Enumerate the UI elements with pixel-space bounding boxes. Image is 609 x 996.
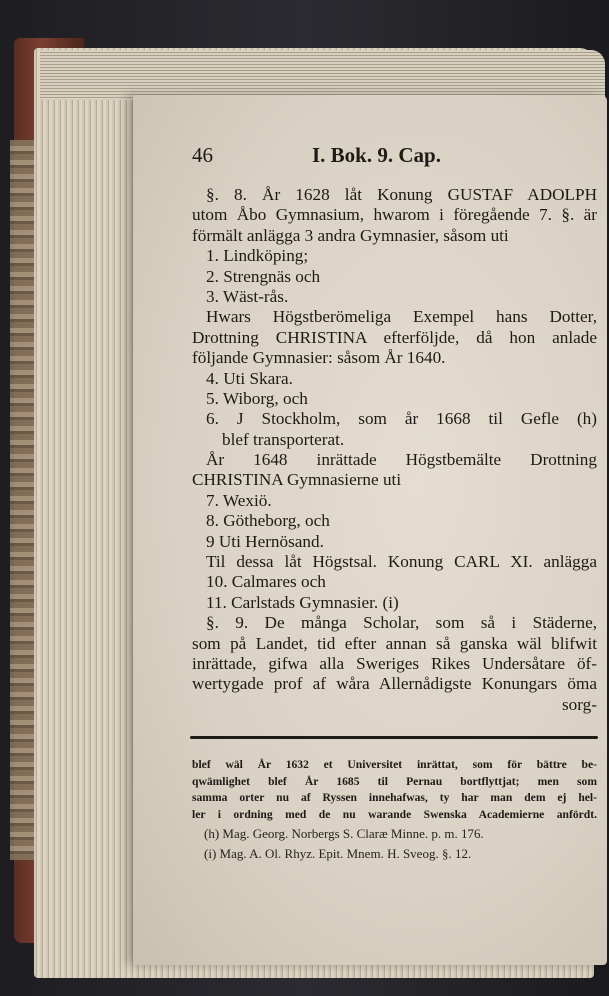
text-line: Til dessa låt Högstsal. Konung CARL XI. anlägga (206, 552, 597, 572)
marbled-endpaper (10, 140, 36, 860)
list-item: 6. J Stockholm, som år 1668 til Gefle (h) (206, 409, 597, 429)
text-line: CHRISTINA Gymnasierne uti (192, 470, 402, 490)
text-line: följande Gymnasier: såsom År 1640. (192, 348, 446, 368)
text-line: År 1648 inrättade Högstbemälte Drottning (206, 450, 597, 470)
footnote-line: blef wäl År 1632 et Universitet inrättat, som för bättre be- (192, 758, 597, 771)
list-item: 5. Wiborg, och (206, 388, 308, 408)
list-item: 10. Calmares och (206, 572, 326, 592)
text-line: blef transporterat. (222, 429, 345, 449)
page-number: 46 (192, 143, 213, 167)
reference-h: (h) Mag. Georg. Norbergs S. Claræ Minne. p. m. 176. (204, 826, 484, 841)
footnote-line: qwämlighet blef År 1685 til Pernau bortflyttjat; men som (192, 774, 597, 788)
list-item: 2. Strengnäs och (206, 266, 321, 286)
reference-i: (i) Mag. A. Ol. Rhyz. Epit. Mnem. H. Sveog. §. 12. (204, 846, 472, 861)
footnote-line: ler i ordning med de nu warande Swenska Academierne anfördt. (192, 807, 597, 821)
text-line: §. 9. De många Scholar, som så i Städerne, (206, 613, 597, 633)
text-line: Hwars Högstberömeliga Exempel hans Dotter, (206, 307, 597, 327)
text-line: förmält anlägga 3 andra Gymnasier, såsom uti (192, 225, 509, 245)
list-item: 9 Uti Hernösand. (206, 531, 324, 551)
catchword: sorg- (561, 694, 597, 714)
list-item: 7. Wexiö. (206, 490, 272, 510)
footnote-text (192, 757, 597, 823)
footnote-line: samma orter nu af Ryssen innehafwas, ty har man dem ej hel- (192, 791, 597, 804)
text-line: §. 8. År 1628 låt Konung GUSTAF ADOLPH (206, 185, 597, 204)
list-item: 11. Carlstads Gymnasier. (i) (206, 592, 399, 612)
list-item: 3. Wäst-rås. (206, 286, 289, 306)
page-stack-top (40, 50, 605, 100)
text-line: Drottning CHRISTINA efterföljde, då hon anlade (192, 327, 597, 347)
main-text (192, 185, 597, 715)
text-line: wertygade prof af wåra Allernådigste Konungars öma (192, 674, 597, 694)
list-item: 8. Götheborg, och (206, 511, 330, 531)
text-line: som på Landet, tid efter annan så ganska wäl blifwit (192, 633, 597, 653)
running-title: I. Bok. 9. Cap. (312, 143, 441, 167)
list-item: 4. Uti Skara. (206, 368, 293, 388)
list-item: 1. Lindköping; (206, 246, 309, 266)
footnote-divider (190, 736, 598, 739)
text-line: inrättade, gifwa alla Sweriges Rikes Undersåtare öf- (192, 653, 597, 673)
references (204, 824, 596, 864)
text-line: utom Åbo Gymnasium, hwarom i föregående 7. §. är (192, 205, 597, 225)
